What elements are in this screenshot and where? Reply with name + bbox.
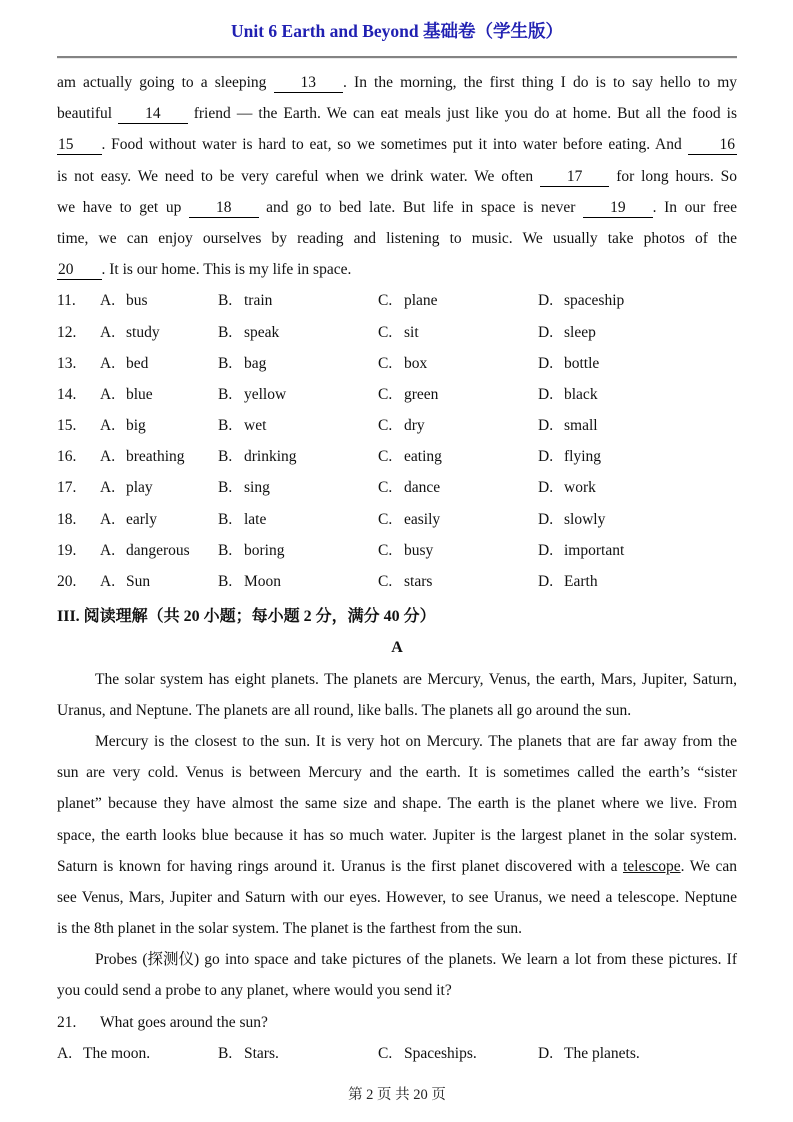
option-text: Stars. — [244, 1044, 279, 1062]
option-text: train — [244, 292, 273, 310]
option-cell-A — [57, 379, 218, 410]
option-letter: D. — [538, 1044, 554, 1062]
cloze-line: 20 . It is our home. This is my life in space. — [58, 261, 352, 279]
option-text: bed — [126, 354, 149, 372]
option-cell-A — [57, 317, 218, 348]
option-cell-A — [57, 535, 218, 566]
question-number: 12. — [57, 323, 77, 341]
option-text: dance — [404, 479, 441, 497]
option-text: sleep — [564, 323, 596, 341]
option-cell-B — [218, 285, 378, 316]
option-cell-C — [378, 566, 538, 597]
option-cell-D — [538, 379, 737, 410]
option-cell-D — [538, 285, 737, 316]
option-cell-A — [57, 441, 218, 472]
question-number: 14. — [57, 385, 77, 403]
option-letter: B. — [218, 323, 233, 341]
option-text: sing — [244, 479, 270, 497]
option-text: important — [564, 541, 625, 559]
option-text: big — [126, 417, 146, 435]
option-letter: D. — [538, 573, 554, 590]
option-cell-D — [538, 1038, 737, 1069]
option-cell-B — [218, 348, 378, 379]
option-cell-D — [538, 504, 737, 535]
option-letter: C. — [378, 417, 393, 435]
option-text: stars — [404, 573, 433, 590]
option-text: drinking — [244, 448, 297, 466]
option-cell-D — [538, 317, 737, 348]
question-number: 16. — [57, 448, 77, 466]
option-cell-D — [538, 566, 737, 597]
page-title: Unit 6 Earth and Beyond 基础卷（学生版） — [230, 21, 564, 41]
option-letter: A. — [100, 417, 116, 435]
option-letter: D. — [538, 541, 554, 559]
option-text: Earth — [564, 573, 598, 590]
option-letter: C. — [378, 573, 393, 590]
question-row-12 — [57, 317, 737, 348]
option-text: bottle — [564, 354, 600, 372]
question-row-16 — [57, 441, 737, 472]
option-letter: C. — [378, 448, 393, 466]
option-text: late — [244, 510, 267, 528]
option-letter: D. — [538, 417, 554, 435]
cloze-line: am actually going to a sleeping 13 . In the morning, the first thing I do is to say hello to my — [57, 74, 738, 91]
option-cell-A — [57, 1038, 218, 1069]
option-text: busy — [404, 541, 434, 559]
option-letter: B. — [218, 479, 233, 497]
option-text: eating — [404, 448, 442, 466]
option-letter: B. — [218, 448, 233, 466]
passage-line: sun are very cold. Venus is between Mercury and the earth. It is sometimes called the earth’s “sister — [57, 764, 737, 782]
option-cell-D — [538, 441, 737, 472]
option-letter: A. — [100, 448, 116, 466]
option-text: black — [564, 385, 598, 403]
cloze-line: 15 . Food without water is hard to eat, so we sometimes put it into water before eating. And 16 — [58, 136, 735, 154]
option-cell-C — [378, 379, 538, 410]
passage-line: Mercury is the closest to the sun. It is very hot on Mercury. The planets that are far away from the — [95, 732, 737, 750]
cloze-passage — [57, 67, 737, 285]
cloze-blank-20: 20 — [57, 260, 102, 280]
option-letter: B. — [218, 573, 233, 590]
option-cell-C — [378, 472, 538, 503]
question-number: 13. — [57, 354, 77, 372]
option-text: Moon — [244, 573, 282, 590]
option-letter: B. — [218, 417, 233, 435]
option-cell-C — [378, 348, 538, 379]
option-cell-D — [538, 472, 737, 503]
cloze-blank-17: 17 — [540, 167, 610, 187]
option-text: The planets. — [564, 1044, 640, 1062]
option-letter: B. — [218, 385, 233, 403]
reading-passage-a — [57, 664, 737, 1007]
option-text: play — [126, 479, 153, 497]
option-letter: C. — [378, 385, 393, 403]
questions-11-20 — [57, 285, 737, 597]
question-row-15 — [57, 410, 737, 441]
cloze-blank-19: 19 — [583, 198, 653, 218]
option-cell-B — [218, 379, 378, 410]
option-text: small — [564, 417, 598, 435]
question-row-11 — [57, 285, 737, 316]
question-row-14 — [57, 379, 737, 410]
option-letter: A. — [57, 1044, 73, 1062]
option-cell-C — [378, 410, 538, 441]
option-letter: A. — [100, 510, 116, 528]
option-text: The moon. — [83, 1044, 151, 1062]
question-row-17 — [57, 472, 737, 503]
option-text: dangerous — [126, 541, 190, 559]
option-cell-C — [378, 504, 538, 535]
option-letter: B. — [218, 510, 233, 528]
option-letter: B. — [218, 1044, 233, 1062]
passage-line: space, the earth looks blue because it has so much water. Jupiter is the largest planet in the solar system. — [57, 826, 737, 844]
option-cell-B — [218, 472, 378, 503]
question-number: 11. — [57, 292, 76, 310]
option-letter: B. — [218, 541, 233, 559]
option-cell-B — [218, 566, 378, 597]
option-letter: D. — [538, 479, 554, 497]
option-text: boring — [244, 541, 285, 559]
option-cell-D — [538, 410, 737, 441]
option-text: bus — [126, 292, 148, 310]
option-text: slowly — [564, 510, 606, 528]
option-text: spaceship — [564, 292, 625, 310]
option-letter: A. — [100, 292, 116, 310]
option-cell-D — [538, 348, 737, 379]
passage-line: Probes (探测仪) go into space and take pictures of the planets. We learn a lot from these pictures. If — [95, 951, 737, 969]
cloze-line: time, we can enjoy ourselves by reading and listening to music. We usually take photos of the — [57, 229, 737, 247]
cloze-line: is not easy. We need to be very careful when we drink water. We often 17 for long hours. So — [57, 167, 737, 185]
passage-line: you could send a probe to any planet, where would you send it? — [57, 982, 452, 1000]
option-letter: A. — [100, 385, 116, 403]
option-cell-A — [57, 472, 218, 503]
passage-line: is the 8th planet in the solar system. The planet is the farthest from the sun. — [57, 920, 523, 938]
option-letter: A. — [100, 479, 116, 497]
option-letter: D. — [538, 385, 554, 403]
question-number: 18. — [57, 510, 77, 528]
option-letter: C. — [378, 510, 393, 528]
question-number: 20. — [57, 573, 77, 590]
cloze-blank-13: 13 — [274, 73, 344, 93]
question-row-18 — [57, 504, 737, 535]
option-text: plane — [404, 292, 438, 310]
option-cell-A — [57, 285, 218, 316]
question-21-number: 21. — [57, 1013, 77, 1031]
option-text: flying — [564, 448, 602, 466]
option-cell-A — [57, 410, 218, 441]
option-cell-A — [57, 566, 218, 597]
option-letter: D. — [538, 323, 554, 341]
passage-label: A — [391, 639, 403, 657]
option-letter: A. — [100, 354, 116, 372]
option-cell-A — [57, 348, 218, 379]
section-heading: III. 阅读理解（共 20 小题；每小题 2 分，满分 40 分） — [57, 608, 436, 626]
option-cell-A — [57, 504, 218, 535]
option-text: study — [126, 323, 160, 341]
option-letter: A. — [100, 323, 116, 341]
option-cell-C — [378, 317, 538, 348]
option-letter: A. — [100, 541, 116, 559]
option-text: Spaceships. — [404, 1044, 477, 1062]
option-text: easily — [404, 510, 441, 528]
cloze-line: beautiful 14 friend — the Earth. We can eat meals just like you do at home. But all the food is — [57, 105, 738, 123]
passage-line: planet” because they have almost the same size and shape. The earth is the planet where we live. From — [57, 795, 737, 813]
option-letter: A. — [100, 573, 116, 590]
page-footer: 第 2 页 共 20 页 — [348, 1087, 446, 1103]
option-cell-B — [218, 317, 378, 348]
option-letter: C. — [378, 292, 393, 310]
question-number: 19. — [57, 541, 77, 559]
passage-line: see Venus, Mars, Jupiter and Saturn with our eyes. However, to see Uranus, we need a telescope. Neptune — [57, 888, 737, 906]
option-letter: B. — [218, 354, 233, 372]
option-cell-B — [218, 441, 378, 472]
option-cell-D — [538, 535, 737, 566]
underlined-word: telescope — [622, 857, 681, 875]
option-letter: C. — [378, 1044, 393, 1062]
question-row-20 — [57, 566, 737, 597]
option-text: speak — [244, 323, 280, 341]
option-letter: D. — [538, 292, 554, 310]
option-cell-C — [378, 1038, 538, 1069]
question-row-19 — [57, 535, 737, 566]
option-text: bag — [244, 354, 267, 372]
option-text: breathing — [126, 448, 185, 466]
cloze-line: we have to get up 18 and go to bed late. But life in space is never 19 . In our free — [57, 198, 738, 216]
option-letter: D. — [538, 510, 554, 528]
option-cell-B — [218, 535, 378, 566]
option-letter: D. — [538, 448, 554, 466]
option-text: yellow — [244, 385, 287, 403]
cloze-blank-16: 16 — [688, 135, 738, 155]
question-21-text: What goes around the sun? — [100, 1013, 268, 1031]
option-cell-B — [218, 410, 378, 441]
option-letter: C. — [378, 479, 393, 497]
passage-line: The solar system has eight planets. The planets are Mercury, Venus, the earth, Mars, Jupiter, Saturn, — [95, 670, 737, 688]
option-cell-B — [218, 1038, 378, 1069]
option-letter: D. — [538, 354, 554, 372]
cloze-blank-18: 18 — [189, 198, 259, 218]
question-number: 17. — [57, 479, 77, 497]
cloze-blank-14: 14 — [118, 104, 188, 124]
option-text: box — [404, 354, 428, 372]
option-cell-C — [378, 535, 538, 566]
option-cell-C — [378, 285, 538, 316]
option-text: sit — [404, 323, 419, 341]
option-text: work — [564, 479, 596, 497]
passage-line: Uranus, and Neptune. The planets are all round, like balls. The planets all go around the sun. — [57, 701, 632, 719]
option-text: early — [126, 510, 157, 528]
question-row-13 — [57, 348, 737, 379]
option-text: green — [404, 385, 439, 403]
option-text: Sun — [126, 573, 151, 590]
option-cell-C — [378, 441, 538, 472]
option-letter: C. — [378, 541, 393, 559]
cloze-blank-15: 15 — [57, 135, 102, 155]
option-letter: C. — [378, 354, 393, 372]
option-text: wet — [244, 417, 267, 435]
question-21 — [57, 1007, 737, 1038]
passage-line: Saturn is known for having rings around it. Uranus is the first planet discovered with a telescope. We can — [57, 857, 737, 875]
option-letter: C. — [378, 323, 393, 341]
option-cell-B — [218, 504, 378, 535]
option-text: blue — [126, 385, 153, 403]
option-text: dry — [404, 417, 425, 435]
question-21-options — [57, 1038, 737, 1069]
question-number: 15. — [57, 417, 77, 435]
option-letter: B. — [218, 292, 233, 310]
header-divider — [57, 56, 737, 59]
